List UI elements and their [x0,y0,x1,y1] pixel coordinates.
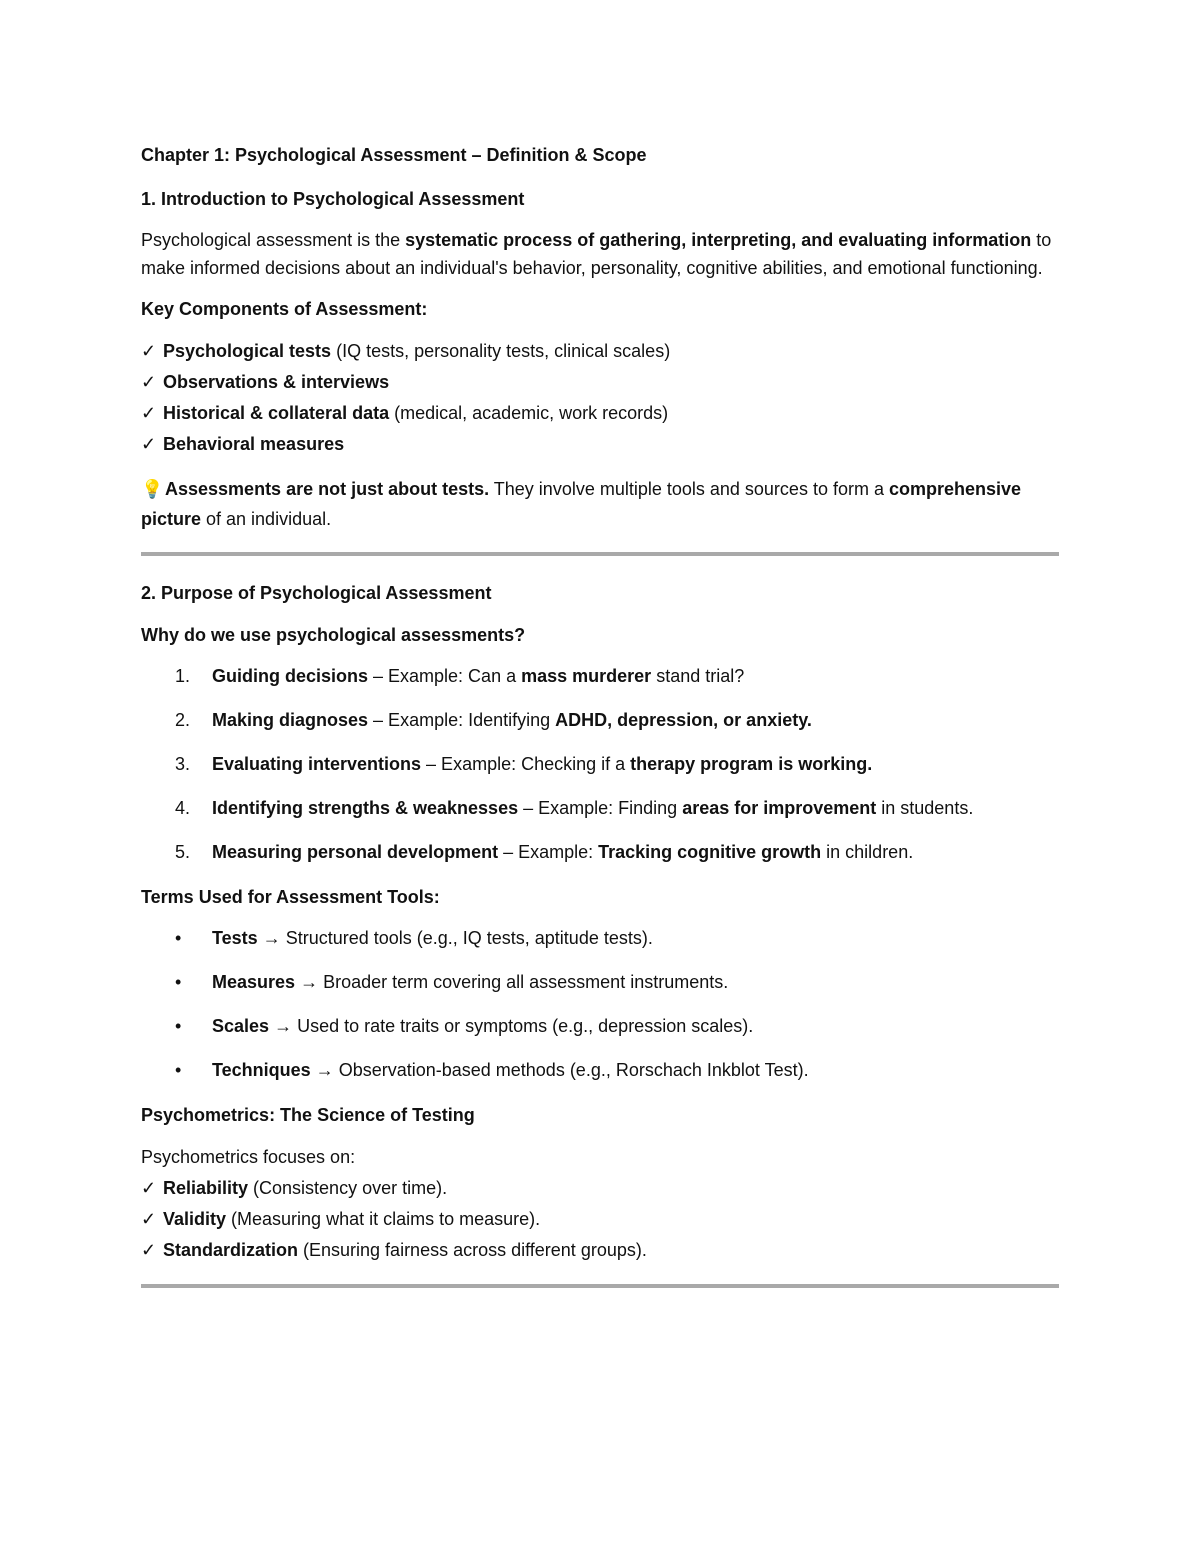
term-rest: → Broader term covering all assessment instruments. [295,972,729,992]
list-item [141,750,1059,779]
purpose-bold: Making diagnoses [212,710,369,730]
horizontal-rule [141,1284,1059,1288]
intro-text-post: to make informed decisions about an individual's behavior, personality, cognitive abilities, and emotional functioning. [141,230,1052,278]
list-item [141,924,1059,953]
callout-post: of an individual. [201,509,332,529]
term-rest: → Structured tools (e.g., IQ tests, aptitude tests). [257,928,653,948]
psychometric-rest: (Consistency over time). [248,1178,448,1198]
component-bold: Historical & collateral data [163,403,390,423]
component-rest: (medical, academic, work records) [389,403,669,423]
purpose-mid: – Example: Can a [368,666,522,686]
component-rest: (IQ tests, personality tests, clinical scales) [331,341,671,361]
document-page [141,140,1059,1310]
list-item [141,367,1059,398]
term-rest: → Observation-based methods (e.g., Rorschach Inkblot Test). [310,1060,809,1080]
callout-note [141,474,1059,534]
psychometrics-heading: Psychometrics: The Science of Testing [141,1105,475,1125]
psychometric-rest: (Ensuring fairness across different groups). [298,1240,647,1260]
purpose-mid: – Example: Checking if a [421,754,631,774]
list-item [141,794,1059,823]
section1-heading: 1. Introduction to Psychological Assessment [141,189,525,209]
check-icon: ✓ [141,341,157,361]
intro-text-bold: systematic process of gathering, interpreting, and evaluating information [405,230,1032,250]
psychometrics-intro: Psychometrics focuses on: [141,1147,356,1167]
section2-heading: 2. Purpose of Psychological Assessment [141,583,492,603]
list-item [141,1173,1059,1204]
purpose-bold-2: therapy program is working. [630,754,873,774]
list-item [141,838,1059,867]
list-number: 3. [175,754,191,774]
section1-intro [141,226,1059,282]
check-icon: ✓ [141,1240,157,1260]
psychometrics-block [141,1142,1059,1266]
purpose-bold-2: ADHD, depression, or anxiety. [555,710,812,730]
component-bold: Psychological tests [163,341,332,361]
purpose-bold: Guiding decisions [212,666,369,686]
check-icon: ✓ [141,1209,157,1229]
purpose-mid: – Example: [498,842,599,862]
why-heading: Why do we use psychological assessments? [141,625,526,645]
check-icon: ✓ [141,403,157,423]
term-rest: → Used to rate traits or symptoms (e.g., depression scales). [269,1016,754,1036]
intro-text-pre: Psychological assessment is the [141,230,406,250]
purpose-mid: – Example: Finding [518,798,683,818]
bullet-icon: • [175,1060,182,1080]
list-item [141,1204,1059,1235]
list-number: 1. [175,666,191,686]
list-item [141,398,1059,429]
list-item [141,662,1059,691]
components-heading: Key Components of Assessment: [141,299,428,319]
purpose-post: in children. [821,842,914,862]
term-bold: Scales [212,1016,270,1036]
bullet-icon: • [175,1016,182,1036]
list-number: 2. [175,710,191,730]
check-icon: ✓ [141,1178,157,1198]
list-item [141,336,1059,367]
purpose-mid: – Example: Identifying [368,710,556,730]
list-number: 4. [175,798,191,818]
terms-heading: Terms Used for Assessment Tools: [141,887,440,907]
bullet-icon: • [175,928,182,948]
purpose-bold: Identifying strengths & weaknesses [212,798,519,818]
purpose-bold-2: Tracking cognitive growth [598,842,822,862]
list-item [141,429,1059,460]
list-item [141,706,1059,735]
purpose-post: stand trial? [651,666,745,686]
purpose-bold-2: mass murderer [521,666,652,686]
term-bold: Tests [212,928,258,948]
lightbulb-icon: 💡 [141,479,164,499]
psychometric-rest: (Measuring what it claims to measure). [226,1209,541,1229]
chapter-title: Chapter 1: Psychological Assessment – Definition & Scope [141,145,647,165]
list-item [141,1012,1059,1041]
horizontal-rule [141,552,1059,556]
purpose-list [141,662,1059,867]
psychometric-bold: Validity [163,1209,227,1229]
list-item [141,1056,1059,1085]
purpose-post: in students. [876,798,974,818]
purpose-bold: Measuring personal development [212,842,499,862]
component-bold: Behavioral measures [163,434,345,454]
term-bold: Measures [212,972,296,992]
list-number: 5. [175,842,191,862]
term-bold: Techniques [212,1060,311,1080]
check-icon: ✓ [141,372,157,392]
psychometric-bold: Reliability [163,1178,249,1198]
list-item [141,968,1059,997]
psychometric-bold: Standardization [163,1240,299,1260]
terms-list [141,924,1059,1085]
component-bold: Observations & interviews [163,372,390,392]
callout-bold-1: Assessments are not just about tests. [165,479,490,499]
purpose-bold: Evaluating interventions [212,754,422,774]
bullet-icon: • [175,972,182,992]
callout-mid: They involve multiple tools and sources to form a [489,479,889,499]
check-icon: ✓ [141,434,157,454]
purpose-bold-2: areas for improvement [682,798,877,818]
components-list [141,336,1059,460]
callout-bold-2: comprehensive picture [141,479,1022,529]
list-item [141,1235,1059,1266]
